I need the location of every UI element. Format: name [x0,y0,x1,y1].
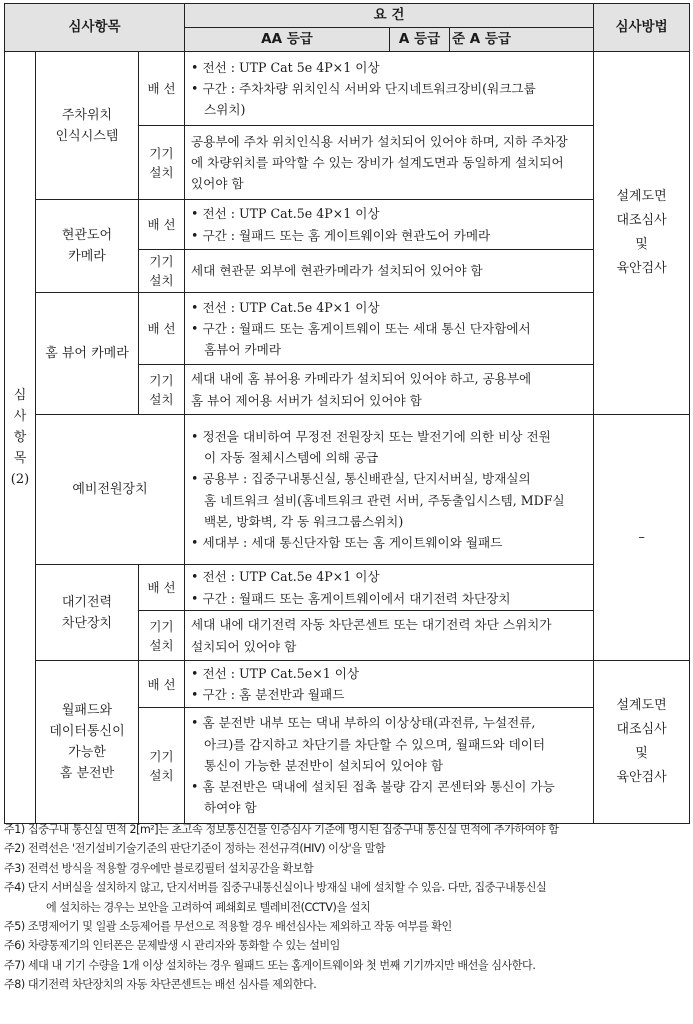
home-view-device-label: 기기 설치 [139,365,185,415]
panel-name: 월패드와 데이터통신이 가능한 홈 분전반 [36,661,139,824]
home-view-wiring-requirement: • 전선 : UTP Cat.5e 4P×1 이상 • 구간 : 월패드 또는 홈게이트웨이 또는 세대 통신 단자함에서 홈뷰어 카메라 [185,293,594,365]
door-camera-name: 현관도어 카메라 [36,200,139,293]
panel-wiring-label: 배 선 [139,661,185,708]
backup-power-name: 예비전원장치 [36,415,185,565]
home-view-camera-name: 홈 뷰어 카메라 [36,293,139,415]
header-requirement: 요 건 [185,4,594,28]
panel-wiring-row [5,661,690,708]
door-camera-device-label: 기기 설치 [139,250,185,293]
header-a-grade: A 등급 [390,28,450,52]
panel-wiring-requirement: • 전선 : UTP Cat.5e×1 이상 • 구간 : 홈 분전반과 월패드 [185,661,594,708]
backup-power-row [5,415,690,565]
footnote: 주5) 조명제어기 및 일괄 소등제어를 무선으로 적용할 경우 배선심사는 제외하고 작동 여부를 확인 [4,920,452,934]
section-label: 심 사 항 목 (2) [5,52,36,824]
header-item: 심사항목 [5,4,185,52]
panel-device-label: 기기 설치 [139,708,185,824]
standby-wiring-row [5,565,690,611]
backup-power-requirement: • 정전을 대비하여 무정전 전원장치 또는 발전기에 의한 비상 전원 이 자동 절체시스템에 의해 공급 • 공용부 : 집중구내통신실, 통신배관실, 단지서버실, 방재실의 홈 네트워크 설비(홈네트워크 관련 서버, 주동출입시스템, MDF실 백본, 방화벽, 각 동 워크그룹스위치) • 세대부 : 세대 통신단자함 또는 홈 게이트웨이와 월패드 [185,415,594,565]
door-camera-wiring-requirement: • 전선 : UTP Cat.5e 4P×1 이상 • 구간 : 월패드 또는 홈 게이트웨이와 현관도어 카메라 [185,200,594,250]
footnote: 주1) 집중구내 통신실 면적 2[m²]는 초고속 정보통신건물 인증심사 기준에 명시된 집중구내 통신실 면적에 추가하여야 함 [4,823,559,836]
parking-wiring-row [5,52,690,126]
standby-device-label: 기기 설치 [139,611,185,661]
method-cell-lower: 설계도면 대조심사 및 육안검사 [594,661,690,824]
header-aa-grade: AA 등급 [185,28,390,52]
footnote: 주8) 대기전력 차단장치의 자동 차단콘센트는 배선 심사를 제외한다. [4,978,317,992]
home-view-wiring-label: 배 선 [139,293,185,365]
parking-wiring-requirement: • 전선 : UTP Cat 5e 4P×1 이상 • 구간 : 주차차량 위치인식 서버와 단지네트워크장비(워크그룹 스위치) [185,52,594,126]
door-camera-wiring-row [5,200,690,250]
header-method: 심사방법 [594,4,690,52]
header-row-1 [5,4,690,28]
footnote: 주2) 전력선은 '전기설비기술기준의 판단기준이 정하는 전선규격(HIV) 이상'을 말함 [4,842,386,856]
footnote: 주7) 세대 내 기기 수량을 1개 이상 설치하는 경우 월패드 또는 홈게이트웨이와 첫 번째 기기까지만 배선을 심사한다. [4,958,536,972]
parking-device-label: 기기 설치 [139,126,185,200]
method-cell-upper: 설계도면 대조심사 및 육안검사 [594,52,690,415]
footnote: 주6) 차량통제기의 인터폰은 문제발생 시 관리자와 통화할 수 있는 설비임 [4,939,340,953]
footnote: 주3) 전력선 방식을 적용할 경우에만 블로킹필터 설치공간을 확보함 [4,861,314,875]
footnote: 주4) 단지 서버실을 설치하지 않고, 단지서버를 집중구내통신실이나 방재실 내에 설치할 수 있음. 다만, 집중구내통신실 [4,881,547,895]
door-camera-device-requirement: 세대 현관문 외부에 현관카메라가 설치되어 있어야 함 [185,250,594,293]
door-camera-wiring-label: 배 선 [139,200,185,250]
standby-wiring-requirement: • 전선 : UTP Cat.5e 4P×1 이상 • 구간 : 월패드 또는 홈게이트웨이에서 대기전력 차단장치 [185,565,594,611]
panel-device-requirement: • 홈 분전반 내부 또는 댁내 부하의 이상상태(과전류, 누설전류, 아크)를 감지하고 차단기를 차단할 수 있으며, 월패드와 데이터 통신이 가능한 분전반이 설치되어 있어야 함 • 홈 분전반은 댁내에 설치된 접촉 불량 감지 콘센터와 통신이 가능 하여야 함 [185,708,594,824]
standby-device-requirement: 세대 내에 대기전력 자동 차단콘센트 또는 대기전력 차단 스위치가 설치되어 있어야 함 [185,611,594,661]
header-quasi-a-grade: 준 A 등급 [450,28,594,52]
standby-wiring-label: 배 선 [139,565,185,611]
footnote-continued: 에 설치하는 경우는 보안을 고려하여 폐쇄회로 텔레비전(CCTV)을 설치 [46,900,371,914]
home-view-wiring-row [5,293,690,365]
requirements-table [4,3,690,824]
footnotes [4,820,689,995]
parking-system-name: 주차위치 인식시스템 [36,52,139,200]
home-view-device-requirement: 세대 내에 홈 뷰어용 카메라가 설치되어 있어야 하고, 공용부에 홈 뷰어 제어용 서버가 설치되어 있어야 함 [185,365,594,415]
method-cell-dash: – [594,415,690,661]
parking-wiring-label: 배 선 [139,52,185,126]
parking-device-requirement: 공용부에 주차 위치인식용 서버가 설치되어 있어야 하며, 지하 주차장 에 차량위치를 파악할 수 있는 장비가 설계도면과 동일하게 설치되어 있어야 함 [185,126,594,200]
standby-cutoff-name: 대기전력 차단장치 [36,565,139,661]
